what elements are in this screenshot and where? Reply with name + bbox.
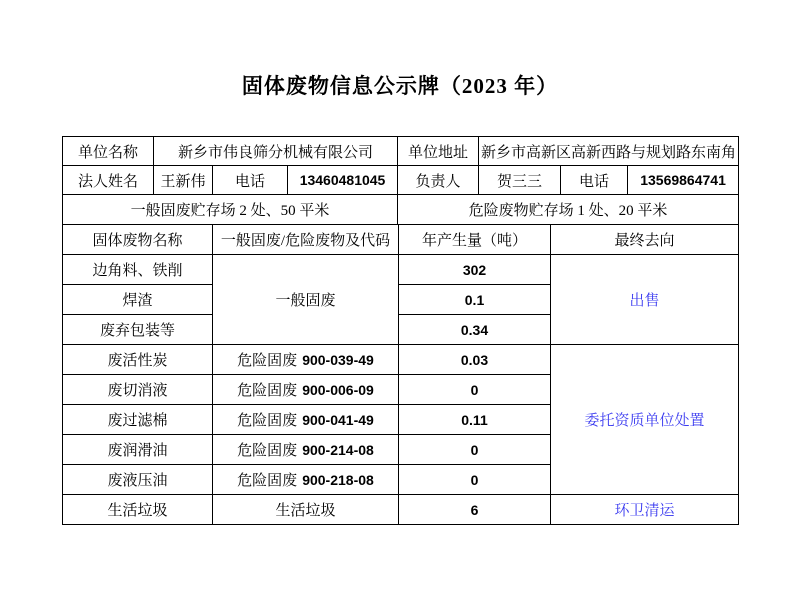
hazard-waste-code: 900-006-09 [302, 382, 374, 398]
notice-board [62, 136, 738, 525]
waste-table [62, 224, 739, 525]
legal-phone-value-cell: 13460481045 [288, 166, 398, 195]
waste-amount-cell: 0 [399, 435, 551, 465]
waste-header-destination-cell: 最终去向 [551, 225, 739, 255]
waste-name-cell: 废过滤棉 [63, 405, 213, 435]
waste-name-cell: 废润滑油 [63, 435, 213, 465]
storage-table [62, 194, 739, 225]
waste-name-cell: 废液压油 [63, 465, 213, 495]
waste-category-cell: 生活垃圾 [213, 495, 399, 525]
unit-info-row-1 [63, 137, 739, 166]
unit-info-row-2 [63, 166, 739, 195]
hazardous-storage-cell: 危险废物贮存场 1 处、20 平米 [398, 195, 739, 225]
unit-info-table [62, 136, 739, 195]
waste-destination-domestic-cell: 环卫清运 [551, 495, 739, 525]
unit-name-value-cell: 新乡市伟良筛分机械有限公司 [154, 137, 398, 166]
waste-amount-cell: 0.03 [399, 345, 551, 375]
hazard-waste-code: 900-039-49 [302, 352, 374, 368]
hazard-waste-code: 900-041-49 [302, 412, 374, 428]
storage-row [63, 195, 739, 225]
waste-category-cell [213, 375, 399, 405]
waste-header-row [63, 225, 739, 255]
page-title: 固体废物信息公示牌（2023 年） [241, 74, 559, 98]
manager-phone-label-cell: 电话 [561, 166, 628, 195]
manager-phone-value-cell: 13569864741 [628, 166, 739, 195]
manager-label-cell: 负责人 [398, 166, 479, 195]
waste-header-amount-cell: 年产生量（吨） [399, 225, 551, 255]
waste-amount-cell: 0 [399, 375, 551, 405]
waste-category-cell [213, 405, 399, 435]
hazard-category-label: 危险固废 [237, 413, 298, 429]
manager-value-cell: 贺三三 [479, 166, 561, 195]
waste-amount-cell: 6 [399, 495, 551, 525]
waste-row-general-1 [63, 255, 739, 285]
unit-address-label-cell: 单位地址 [398, 137, 479, 166]
waste-row-domestic [63, 495, 739, 525]
waste-category-cell [213, 345, 399, 375]
waste-amount-cell: 0 [399, 465, 551, 495]
waste-name-cell: 生活垃圾 [63, 495, 213, 525]
waste-amount-cell: 0.34 [399, 315, 551, 345]
waste-name-cell: 废活性炭 [63, 345, 213, 375]
waste-category-cell [213, 465, 399, 495]
waste-amount-cell: 0.1 [399, 285, 551, 315]
hazard-waste-code: 900-218-08 [302, 472, 374, 488]
hazard-category-label: 危险固废 [237, 353, 298, 369]
general-storage-cell: 一般固废贮存场 2 处、50 平米 [63, 195, 398, 225]
waste-category-cell [213, 435, 399, 465]
waste-header-category-cell: 一般固废/危险废物及代码 [213, 225, 399, 255]
waste-amount-cell: 0.11 [399, 405, 551, 435]
legal-phone-label-cell: 电话 [213, 166, 288, 195]
unit-name-label-cell: 单位名称 [63, 137, 154, 166]
waste-name-cell: 废切消液 [63, 375, 213, 405]
waste-amount-cell: 302 [399, 255, 551, 285]
legal-name-value-cell: 王新伟 [154, 166, 213, 195]
hazard-category-label: 危险固废 [237, 383, 298, 399]
waste-destination-hazard-cell: 委托资质单位处置 [551, 345, 739, 495]
unit-address-value-cell: 新乡市高新区高新西路与规划路东南角 [479, 137, 739, 166]
waste-header-name-cell: 固体废物名称 [63, 225, 213, 255]
hazard-category-label: 危险固废 [237, 443, 298, 459]
waste-name-cell: 废弃包装等 [63, 315, 213, 345]
legal-name-label-cell: 法人姓名 [63, 166, 154, 195]
hazard-waste-code: 900-214-08 [302, 442, 374, 458]
waste-name-cell: 边角料、铁削 [63, 255, 213, 285]
waste-category-general-cell: 一般固废 [213, 255, 399, 345]
hazard-category-label: 危险固废 [237, 473, 298, 489]
waste-row-hazard-1 [63, 345, 739, 375]
waste-destination-general-cell: 出售 [551, 255, 739, 345]
waste-name-cell: 焊渣 [63, 285, 213, 315]
